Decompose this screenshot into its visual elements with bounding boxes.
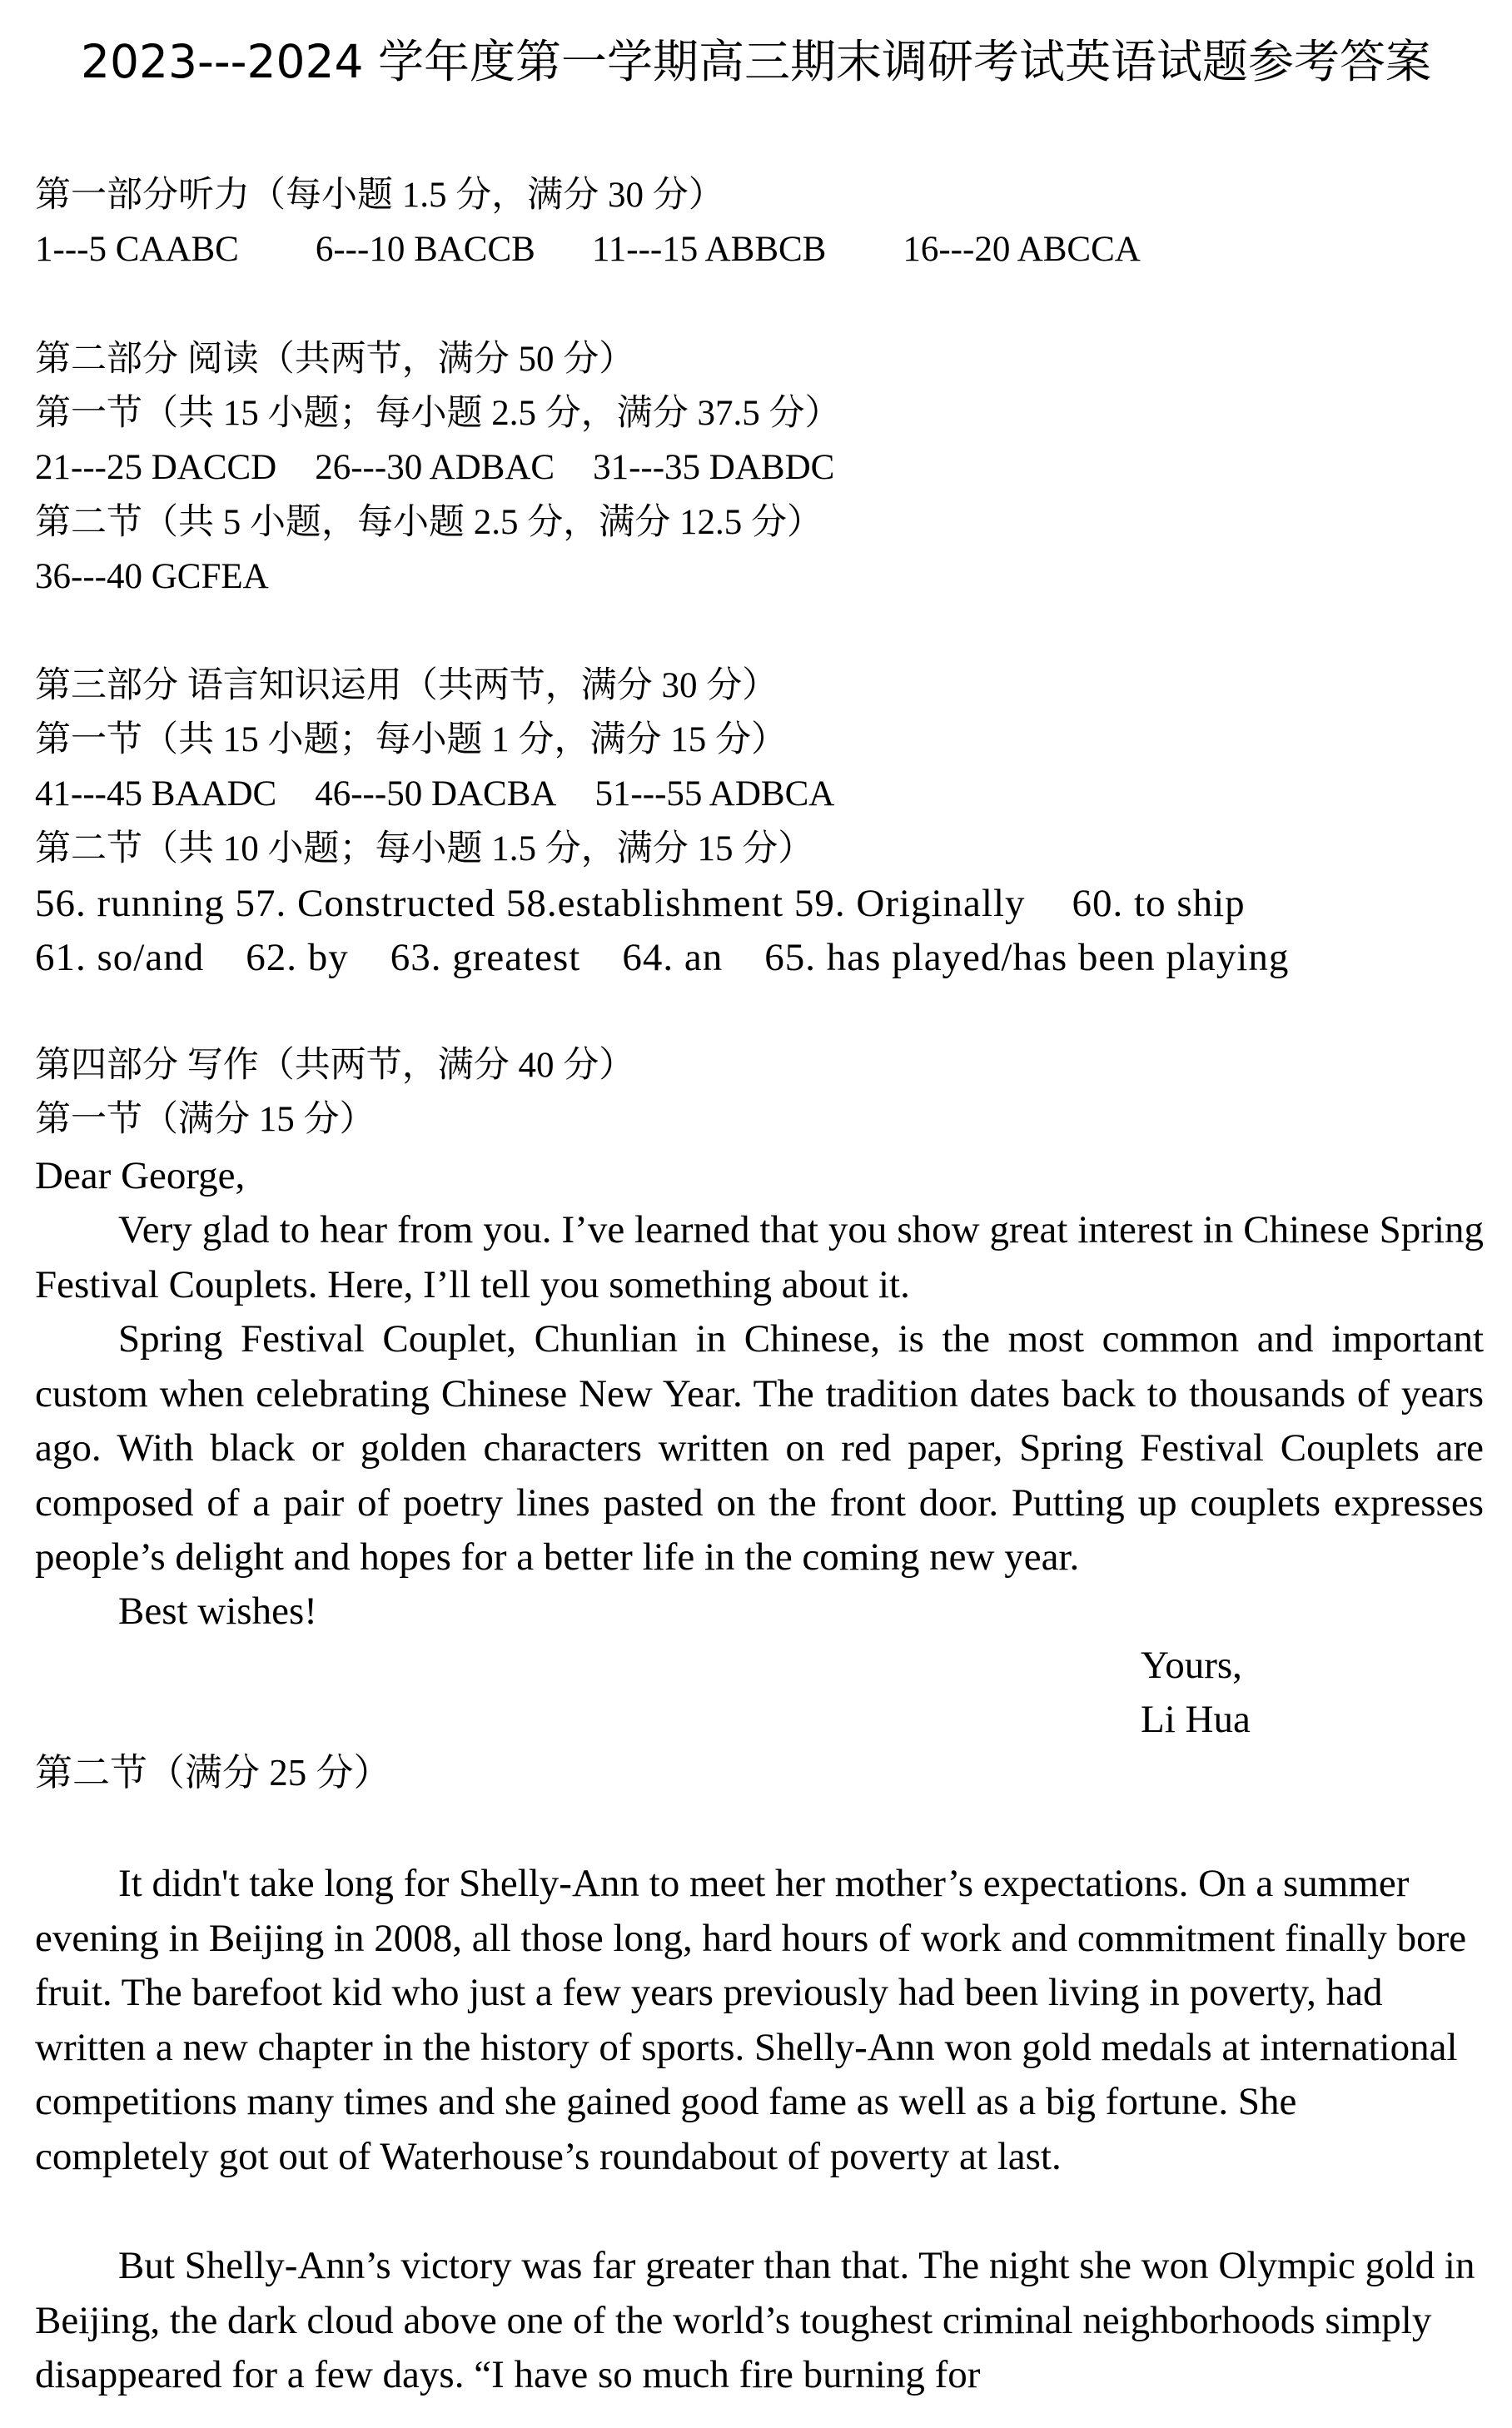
answer-group: 51---55 ADBCA — [594, 774, 835, 813]
answer-group: 46---50 DACBA — [315, 774, 557, 813]
blank-answer: 65. has played/has been playing — [764, 936, 1290, 979]
answer-group: 41---45 BAADC — [35, 774, 277, 813]
answer-group: 31---35 DABDC — [593, 448, 835, 487]
part2-section2-heading: 第二节（共 5 小题，每小题 2.5 分，满分 12.5 分） — [35, 503, 823, 542]
letter-closing-wish: Best wishes! — [118, 1590, 317, 1633]
part3-section2-line1 — [35, 878, 1246, 928]
letter-signature: Li Hua — [1141, 1698, 1251, 1741]
page-title: 2023---2024 学年度第一学期高三期末调研考试英语试题参考答案 — [81, 35, 1431, 88]
blank-answer: 58.establishment — [505, 882, 784, 925]
blank-answer: 62. by — [246, 936, 349, 979]
letter-salutation: Dear George, — [35, 1154, 246, 1197]
letter-closing: Yours, — [1141, 1644, 1242, 1687]
part3-section2-line2 — [35, 933, 1289, 983]
part3-heading: 第三部分 语言知识运用（共两节，满分 30 分） — [35, 666, 778, 705]
blank-answer: 59. Originally — [793, 882, 1026, 925]
answer-group: 21---25 DACCD — [35, 448, 277, 487]
part1-heading: 第一部分听力（每小题 1.5 分，满分 30 分） — [35, 176, 724, 215]
part3-section1-answers — [35, 769, 834, 819]
part4-heading: 第四部分 写作（共两节，满分 40 分） — [35, 1046, 635, 1085]
blank-answer: 64. an — [622, 936, 724, 979]
story-paragraph: It didn't take long for Shelly-Ann to meet her mother’s expectations. On a summer evening in Beijing in 2008, all those long, hard hours of work and commitment finally bore fruit. The barefoot kid who just a few years previously had been living in poverty, had written a new chapter in the history of sports. Shelly-Ann won gold medals at international competitions many times and she gained good fame as well as a big fortune. She completely got out of Waterhouse’s roundabout of poverty at last. — [35, 1862, 1467, 2178]
letter-paragraph: Spring Festival Couplet, Chunlian in Chinese, is the most common and important custom when celebrating Chinese New Year. The tradition dates back to thousands of years ago. With black or golden characters written on red paper, Spring Festival Couplets are composed of a pair of poetry lines pasted on the front door. Putting up couplets expresses people’s delight and hopes for a better life in the coming new year. — [35, 1317, 1484, 1579]
answer-group: 1---5 CAABC — [35, 230, 239, 269]
part3-section1-heading: 第一节（共 15 小题；每小题 1 分，满分 15 分） — [35, 720, 787, 759]
part3-section2-heading: 第二节（共 10 小题；每小题 1.5 分，满分 15 分） — [35, 829, 814, 868]
story-paragraph: But Shelly-Ann’s victory was far greater than that. The night she won Olympic gold in Beijing, the dark cloud above one of the world’s toughest criminal neighborhoods simply disappeared for a few days. “I have so much fire burning for — [35, 2244, 1475, 2396]
part2-section1-heading: 第一节（共 15 小题；每小题 2.5 分，满分 37.5 分） — [35, 394, 841, 433]
part4-section2-heading: 第二节（满分 25 分） — [35, 1752, 391, 1794]
blank-answer: 63. greatest — [390, 936, 581, 979]
blank-answer: 61. so/and — [35, 936, 205, 979]
blank-answer: 57. Constructed — [235, 882, 496, 925]
part2-section2-answers: 36---40 GCFEA — [35, 557, 269, 596]
answer-group: 16---20 ABCCA — [903, 230, 1141, 269]
part4-section1-heading: 第一节（满分 15 分） — [35, 1100, 376, 1139]
answer-group: 26---30 ADBAC — [315, 448, 555, 487]
answer-group: 6---10 BACCB — [315, 230, 535, 269]
blank-answer: 56. running — [35, 882, 225, 925]
blank-answer: 60. to ship — [1072, 882, 1246, 925]
part2-section1-answers — [35, 443, 834, 493]
part1-answers — [35, 225, 1141, 275]
answer-group: 11---15 ABBCB — [591, 230, 827, 269]
part2-heading: 第二部分 阅读（共两节，满分 50 分） — [35, 340, 635, 379]
letter-paragraph: Very glad to hear from you. I’ve learned that you show great interest in Chinese Spring Festival Couplets. Here, I’ll tell you something about it. — [35, 1208, 1484, 1306]
